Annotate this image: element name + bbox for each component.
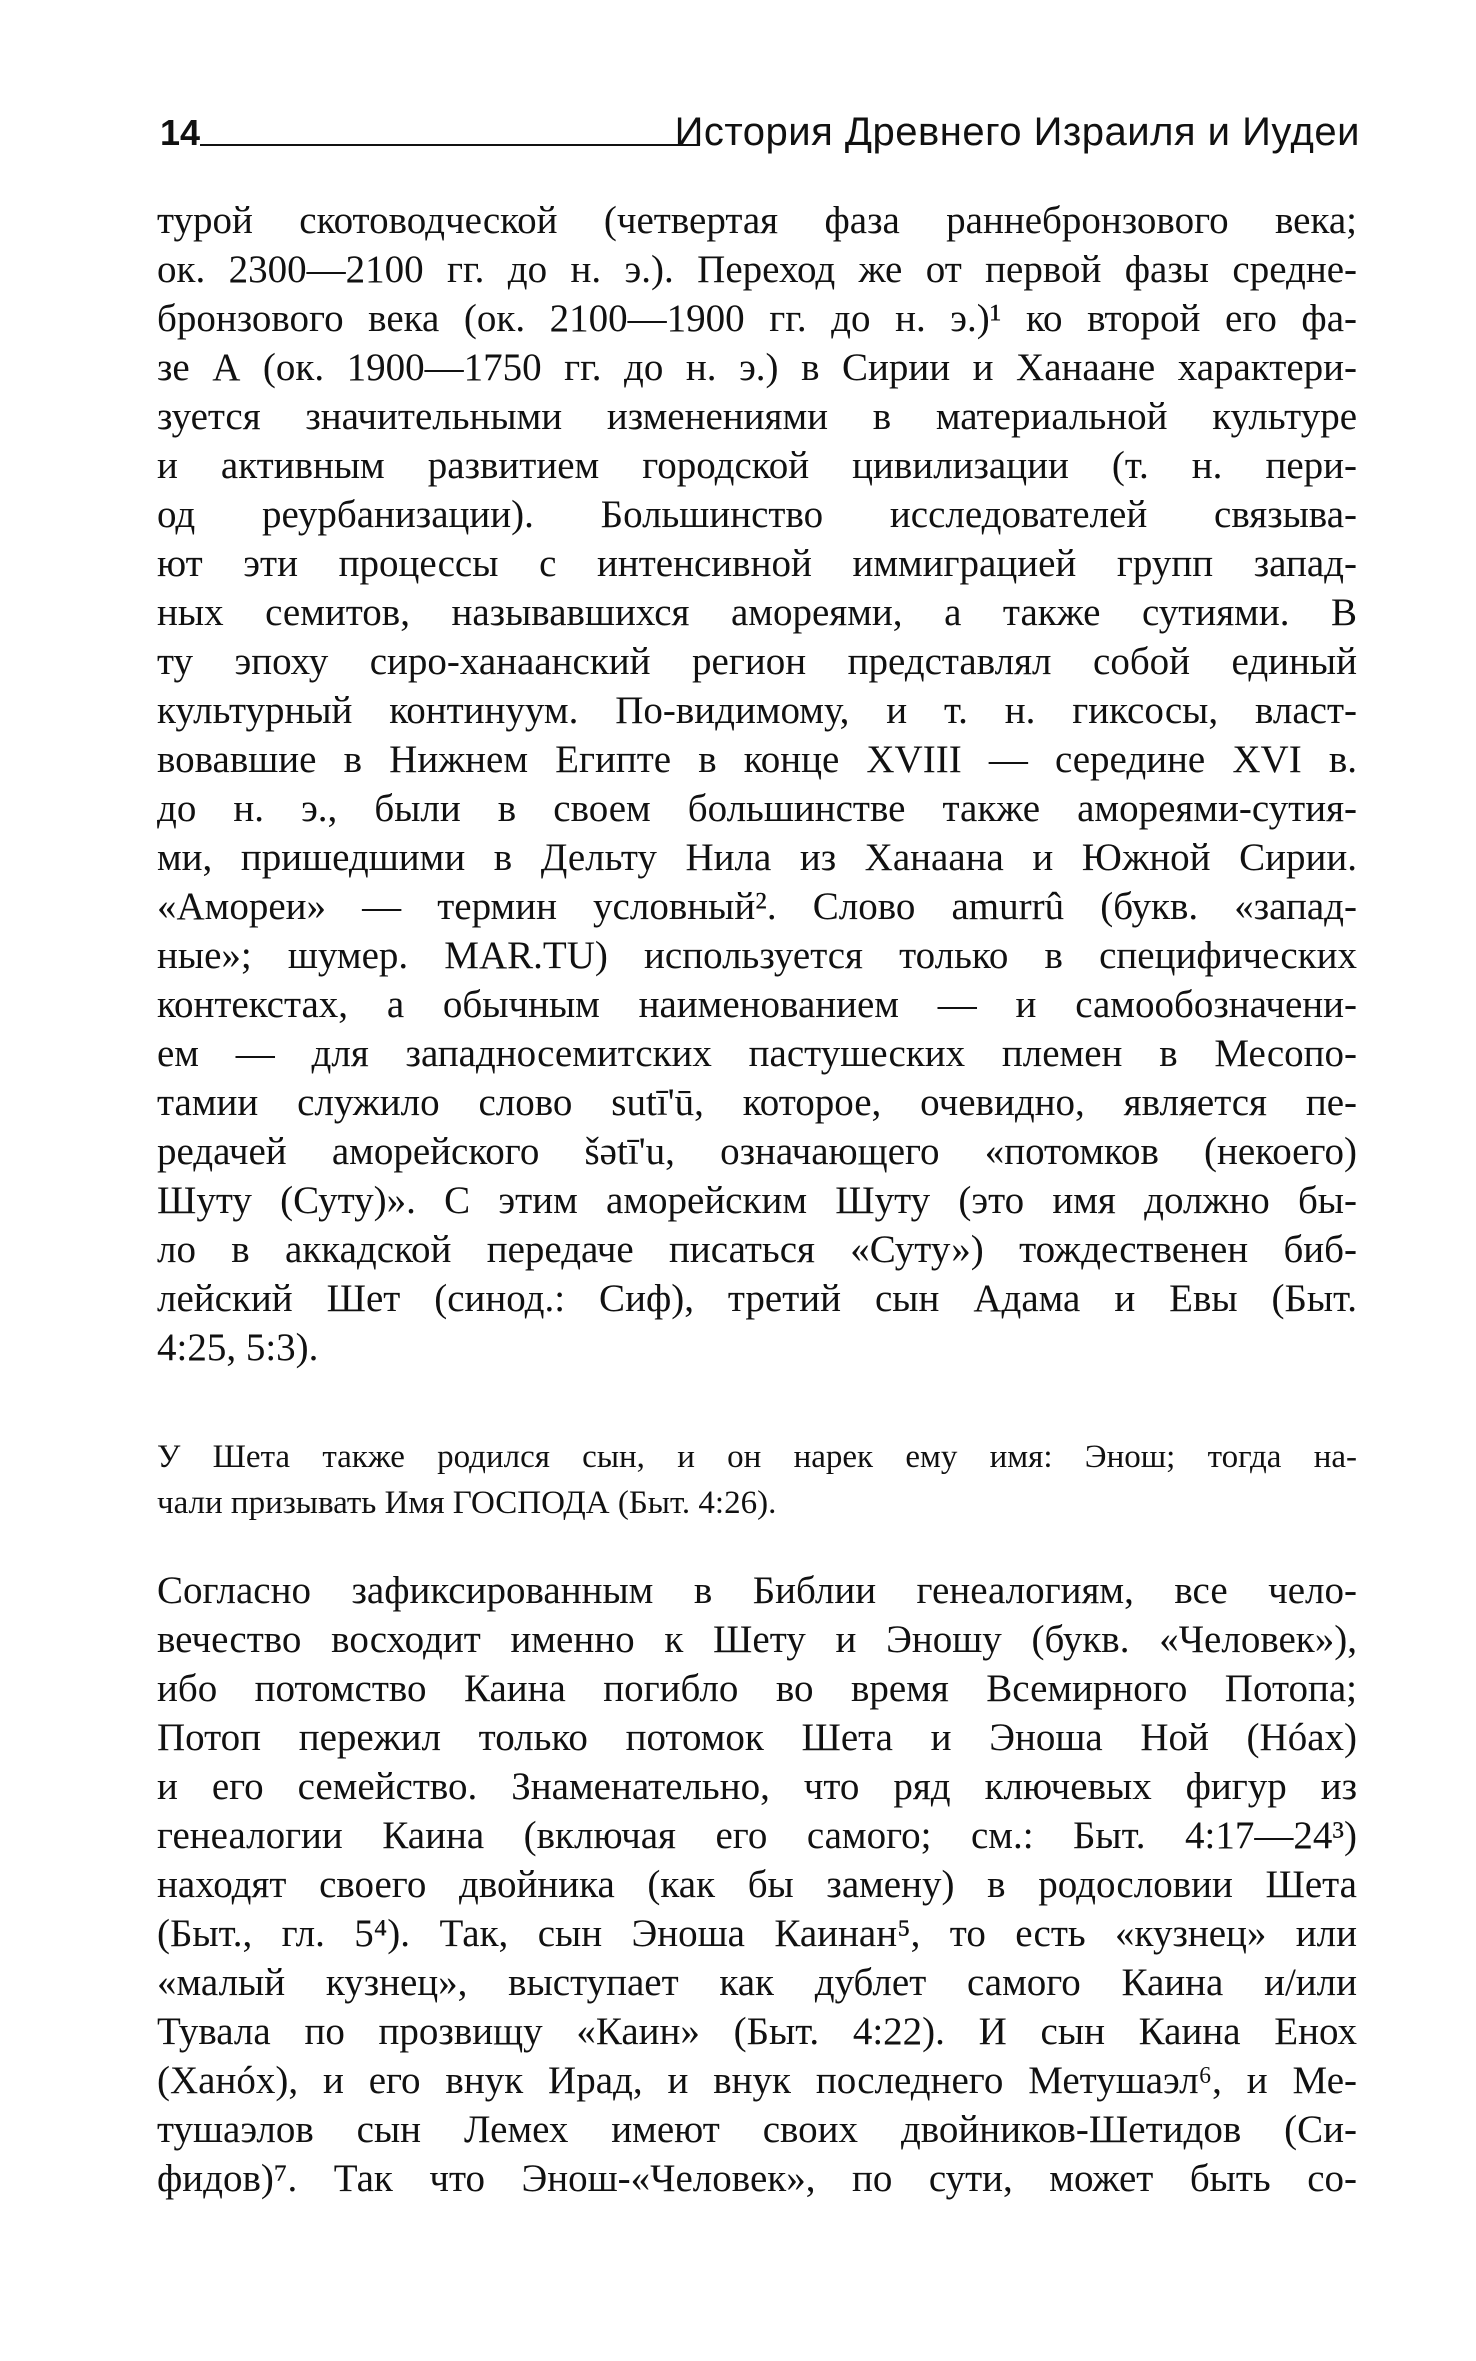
text-line: до н. э., были в своем большинстве также амореями-сутия- [157,787,1357,830]
text-line: ми, пришедшими в Дельту Нила из Ханаана и Южной Сирии. [157,836,1357,879]
text-line: генеалогии Каина (включая его самого; см.: Быт. 4:17—24³) [157,1814,1357,1857]
text-line: ных семитов, называвшихся амореями, а также сутиями. В [157,591,1357,634]
text-line: ные»; шумер. MAR.TU) используется только в специфических [157,934,1357,977]
text-line: «Амореи» — термин условный². Слово amurrû (букв. «запад- [157,885,1357,928]
paragraph-2 [157,1566,1357,2203]
text-line: зуется значительными изменениями в материальной культуре [157,395,1357,438]
text-line: ту эпоху сиро-ханаанский регион представлял собой единый [157,640,1357,683]
text-line: ло в аккадской передаче писаться «Суту») тождественен биб- [157,1228,1357,1271]
text-line: тушаэлов сын Лемех имеют своих двойников-Шетидов (Си- [157,2108,1357,2151]
text-line: вовавшие в Нижнем Египте в конце XVIII — середине XVI в. [157,738,1357,781]
quote-line: чали призывать Имя ГОСПОДА (Быт. 4:26). [157,1485,777,1521]
text-line: Шуту (Суту)». С этим аморейским Шуту (это имя должно бы- [157,1179,1357,1222]
text-line: и активным развитием городской цивилизации (т. н. пери- [157,444,1357,487]
text-line: ют эти процессы с интенсивной иммиграцией групп запад- [157,542,1357,585]
text-line: зе А (ок. 1900—1750 гг. до н. э.) в Сирии и Ханаане характери- [157,346,1357,389]
paragraph-1 [157,196,1357,1372]
text-line: (Ханóх), и его внук Ирад, и внук последнего Метушаэл⁶, и Ме- [157,2059,1357,2102]
text-line: и его семейство. Знаменательно, что ряд ключевых фигур из [157,1765,1357,1808]
text-line: вечество восходит именно к Шету и Эношу (букв. «Человек»), [157,1618,1357,1661]
text-line: Тувала по прозвищу «Каин» (Быт. 4:22). И сын Каина Енох [157,2010,1357,2053]
text-line: культурный континуум. По-видимому, и т. н. гиксосы, власт- [157,689,1357,732]
text-line: бронзового века (ок. 2100—1900 гг. до н. э.)¹ ко второй его фа- [157,297,1357,340]
text-line: фидов)⁷. Так что Энош-«Человек», по сути, может быть со- [157,2157,1357,2200]
running-header [160,108,1360,168]
text-line: турой скотоводческой (четвертая фаза раннебронзового века; [157,199,1357,242]
text-line: «малый кузнец», выступает как дублет самого Каина и/или [157,1961,1357,2004]
header-rule [200,144,700,146]
text-line: 4:25, 5:3). [157,1326,319,1369]
text-line: од реурбанизации). Большинство исследователей связыва- [157,493,1357,536]
quote-line: У Шета также родился сын, и он нарек ему имя: Энош; тогда на- [157,1439,1357,1475]
scripture-quote [157,1434,1357,1526]
text-line: ем — для западносемитских пастушеских племен в Месопо- [157,1032,1357,1075]
text-line: лейский Шет (синод.: Сиф), третий сын Адама и Евы (Быт. [157,1277,1357,1320]
text-line: контекстах, а обычным наименованием — и самообозначени- [157,983,1357,1026]
text-line: (Быт., гл. 5⁴). Так, сын Эноша Каинан⁵, то есть «кузнец» или [157,1912,1357,1955]
text-line: Согласно зафиксированным в Библии генеалогиям, все чело- [157,1569,1357,1612]
page-number: 14 [160,112,201,153]
text-line: находят своего двойника (как бы замену) в родословии Шета [157,1863,1357,1906]
text-line: Потоп пережил только потомок Шета и Эноша Ной (Нóах) [157,1716,1357,1759]
running-title: История Древнего Израиля и Иудеи [674,110,1360,154]
text-line: тамии служило слово sutī'ū, которое, очевидно, является пе- [157,1081,1357,1124]
text-line: редачей аморейского šətī'u, означающего «потомков (некоего) [157,1130,1357,1173]
text-line: ок. 2300—2100 гг. до н. э.). Переход же от первой фазы средне- [157,248,1357,291]
text-line: ибо потомство Каина погибло во время Всемирного Потопа; [157,1667,1357,1710]
